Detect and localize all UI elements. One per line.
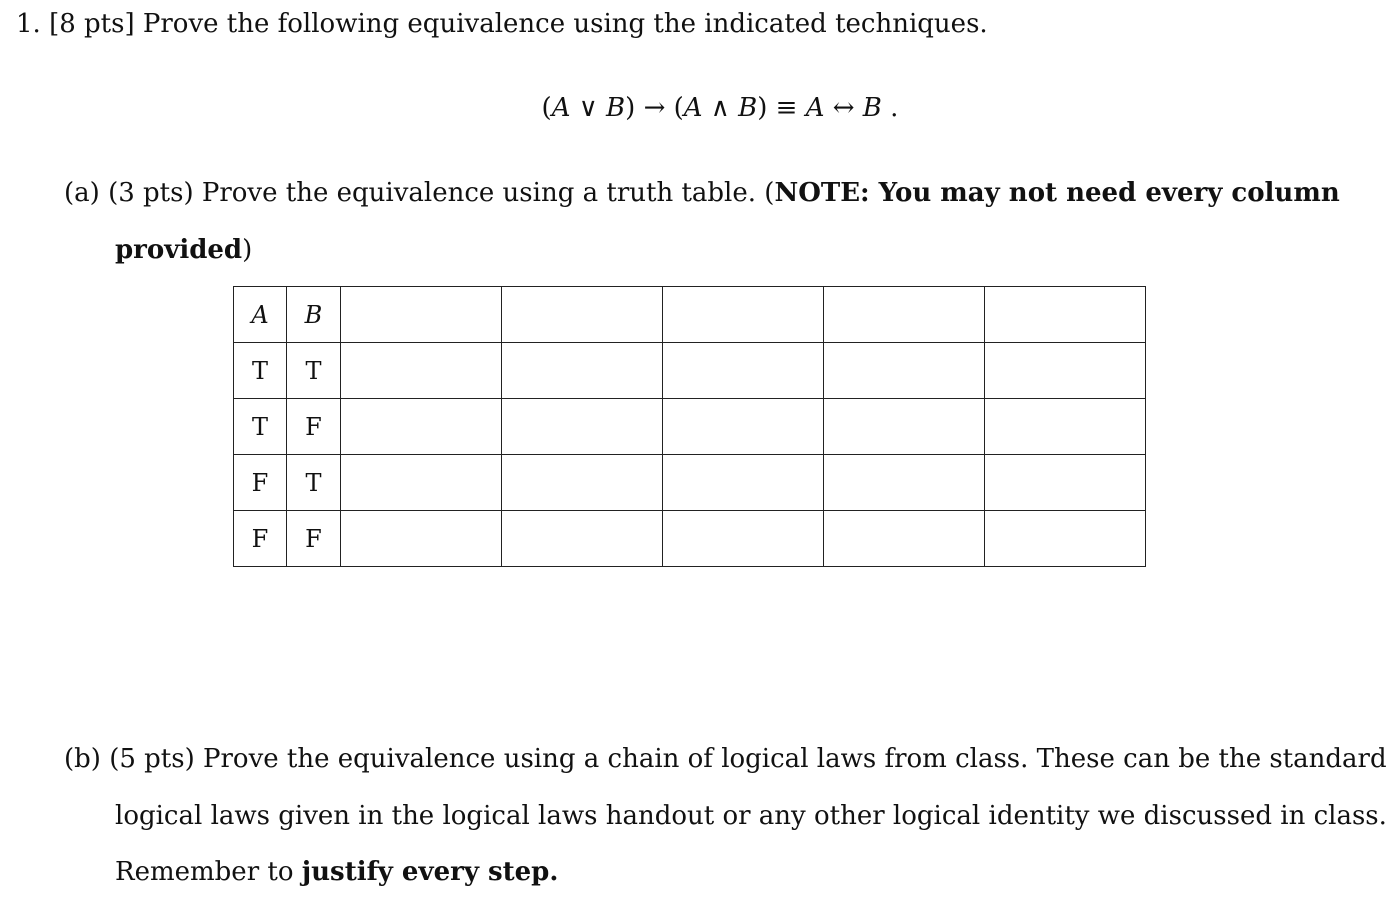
answer-cell[interactable] [985, 455, 1146, 511]
table-row [234, 399, 1146, 455]
answer-cell[interactable] [502, 511, 663, 567]
part-b-text-line1: Prove the equivalence using a chain of logical laws from class. These can be the standard [203, 744, 1387, 774]
table-row [234, 511, 1146, 567]
truth-table-header-row [234, 287, 1146, 343]
answer-cell[interactable] [502, 455, 663, 511]
part-b-text-line3: Remember to [115, 857, 302, 887]
table-row [234, 455, 1146, 511]
part-b-label: (b) [64, 744, 101, 774]
answer-cell[interactable] [824, 511, 985, 567]
header-cell-a: A [234, 287, 287, 343]
question-header [16, 8, 988, 40]
cell-a: F [234, 455, 287, 511]
cell-b: T [287, 455, 341, 511]
part-a-label: (a) [64, 178, 100, 208]
answer-cell[interactable] [824, 455, 985, 511]
answer-cell[interactable] [663, 343, 824, 399]
question-points: [8 pts] [49, 9, 135, 39]
table-row [234, 343, 1146, 399]
truth-table [233, 286, 1146, 567]
answer-cell[interactable] [341, 455, 502, 511]
part-b-emphasis: justify every step. [301, 857, 559, 887]
equivalence-formula: (A ∨ B) → (A ∧ B) ≡ A ↔ B . [541, 93, 899, 123]
answer-cell[interactable] [502, 399, 663, 455]
part-a-text: Prove the equivalence using a truth table. [201, 178, 757, 208]
question-prompt: Prove the following equivalence using the indicated techniques. [142, 9, 988, 39]
answer-cell[interactable] [502, 343, 663, 399]
answer-cell[interactable] [663, 399, 824, 455]
header-cell-blank[interactable] [502, 287, 663, 343]
part-b-text-line2: logical laws given in the logical laws handout or any other logical identity we discussed in class. [115, 801, 1387, 831]
cell-a: T [234, 399, 287, 455]
answer-cell[interactable] [824, 343, 985, 399]
cell-a: F [234, 511, 287, 567]
answer-cell[interactable] [341, 343, 502, 399]
header-cell-blank[interactable] [985, 287, 1146, 343]
answer-cell[interactable] [824, 399, 985, 455]
part-a-line1: (a) (3 pts) Prove the equivalence using a truth table. (NOTE: You may not need every column [64, 178, 1340, 208]
header-cell-blank[interactable] [824, 287, 985, 343]
cell-a: T [234, 343, 287, 399]
part-a-note: NOTE: You may not need every column [774, 178, 1340, 208]
answer-cell[interactable] [663, 511, 824, 567]
answer-cell[interactable] [663, 455, 824, 511]
header-cell-blank[interactable] [663, 287, 824, 343]
header-cell-b: B [287, 287, 341, 343]
answer-cell[interactable] [341, 399, 502, 455]
cell-b: F [287, 399, 341, 455]
cell-b: T [287, 343, 341, 399]
part-b-line2 [115, 800, 1387, 832]
cell-b: F [287, 511, 341, 567]
part-a-line2: provided) [115, 235, 253, 265]
part-b-line1 [64, 743, 1387, 775]
part-b-points: (5 pts) [109, 744, 195, 774]
answer-cell[interactable] [985, 399, 1146, 455]
part-a-points: (3 pts) [108, 178, 194, 208]
answer-cell[interactable] [985, 511, 1146, 567]
answer-cell[interactable] [341, 511, 502, 567]
part-b-line3 [115, 856, 558, 888]
part-a-note-cont: provided [115, 235, 243, 265]
question-number: 1. [16, 9, 41, 39]
header-cell-blank[interactable] [341, 287, 502, 343]
answer-cell[interactable] [985, 343, 1146, 399]
